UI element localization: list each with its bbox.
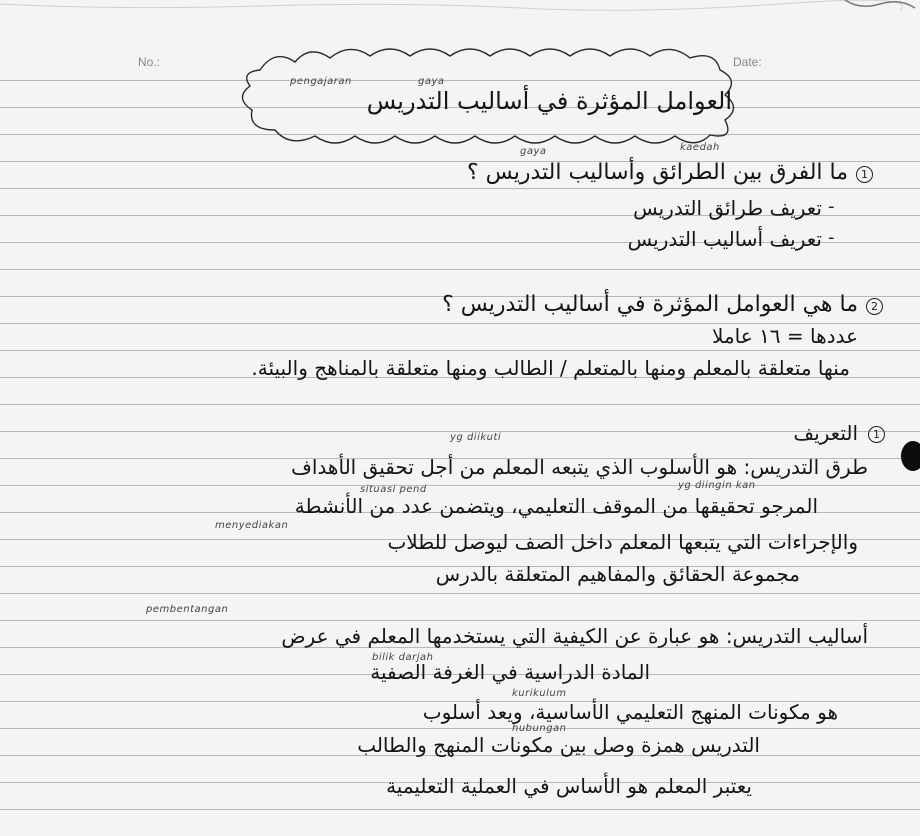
definitions-heading: التعريف (793, 421, 858, 445)
styles-line-3: هو مكونات المنهج التعليمي الأساسية، ويعد أسلوب (422, 700, 838, 724)
methods-line-3: والإجراءات التي يتبعها المعلم داخل الصف ليوصل للطلاب (387, 530, 858, 554)
page-title: العوامل المؤثرة في أساليب التدريس (366, 87, 732, 115)
styles-gloss-1: pembentangan (146, 604, 229, 615)
ruled-line (0, 485, 920, 486)
ruled-line (0, 188, 920, 189)
q1-gloss-2: kaedah (680, 142, 720, 153)
ruled-line (0, 728, 920, 729)
methods-line-1: طرق التدريس: هو الأسلوب الذي يتبعه المعلم من أجل تحقيق الأهداف (291, 455, 868, 479)
binder-hole (901, 441, 920, 471)
q1-item-2: تعريف أساليب التدريس (627, 227, 822, 251)
ruled-line (0, 809, 920, 810)
styles-gloss-2: bilik darjah (372, 652, 434, 663)
q1-item-1: تعريف طرائق التدريس (633, 196, 822, 220)
styles-line-2: المادة الدراسية في الغرفة الصفية (370, 660, 650, 684)
q1-gloss-1: gaya (520, 146, 547, 157)
styles-line-4: التدريس همزة وصل بين مكونات المنهج والطالب (357, 733, 760, 757)
q2-count: عددها = ١٦ عاملا (712, 324, 858, 348)
styles-line-1: أساليب التدريس: هو عبارة عن الكيفية التي يستخدمها المعلم في عرض (281, 624, 868, 648)
q1-text: ما الفرق بين الطرائق وأساليب التدريس ؟ (467, 160, 848, 185)
methods-gloss-3: yg diingin kan (678, 480, 756, 491)
q2-text: ما هي العوامل المؤثرة في أساليب التدريس ؟ (442, 292, 858, 317)
q1-item-2-dash: - (828, 227, 835, 248)
methods-line-2: المرجو تحقيقها من الموقف التعليمي، ويتضمن عدد من الأنشطة (294, 494, 818, 518)
styles-line-5: يعتبر المعلم هو الأساس في العملية التعليمية (386, 774, 752, 798)
q1-number: 1 (856, 166, 873, 183)
q2-number: 2 (866, 298, 883, 315)
ruled-line (0, 350, 920, 351)
date-label: Date: (733, 55, 762, 69)
methods-gloss-4: menyediakan (215, 520, 289, 531)
styles-gloss-3: kurikulum (512, 688, 567, 699)
styles-gloss-4: hubungan (512, 723, 567, 734)
no-label: No.: (138, 55, 161, 69)
definitions-number: 1 (868, 426, 885, 443)
q2-types: منها متعلقة بالمعلم ومنها بالمتعلم / الطالب ومنها متعلقة بالمناهج والبيئة. (251, 356, 850, 380)
page-top-edge (0, 0, 920, 40)
ruled-line (0, 269, 920, 270)
title-gloss-2: gaya (418, 76, 445, 87)
ruled-line (0, 620, 920, 621)
methods-gloss-1: yg diikuti (450, 432, 502, 443)
title-gloss-1: pengajaran (290, 76, 352, 87)
ruled-line (0, 404, 920, 405)
q1-item-1-dash: - (828, 196, 835, 217)
ruled-line (0, 593, 920, 594)
methods-gloss-2: situasi pend (360, 484, 427, 495)
methods-line-4: مجموعة الحقائق والمفاهيم المتعلقة بالدرس (435, 562, 800, 586)
